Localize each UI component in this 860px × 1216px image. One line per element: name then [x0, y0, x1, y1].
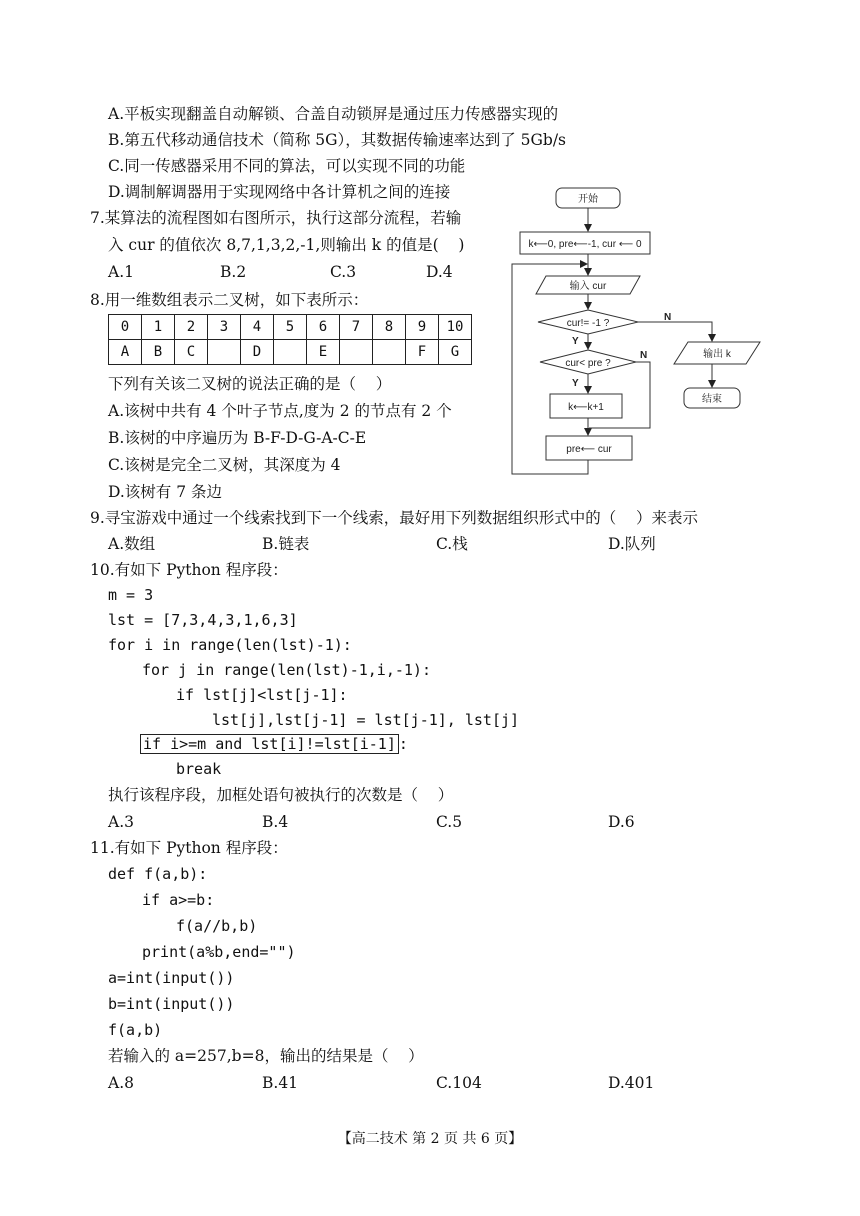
q10-option-d: D.6 [608, 813, 635, 831]
q6-option-d: D.调制解调器用于实现网络中各计算机之间的连接 [108, 183, 451, 201]
q9-option-b: B.链表 [262, 535, 310, 553]
table-value-cell [208, 340, 241, 365]
flow-inc-text: k⟵k+1 [568, 402, 604, 413]
q11-stem: 11.有如下 Python 程序段： [90, 839, 288, 857]
flow-cond1-text: cur!= -1 ? [566, 318, 610, 329]
q10-code-line3: for i in range(len(lst)-1): [108, 636, 352, 654]
q10-colon: : [398, 735, 408, 753]
q11-code-line6: b=int(input()) [108, 995, 235, 1013]
flow-no-label-2: N [640, 350, 648, 361]
table-value-cell: G [439, 340, 472, 365]
q10-code-line8: break [176, 760, 222, 778]
table-value-cell [373, 340, 406, 365]
q9-option-d: D.队列 [608, 535, 656, 553]
q10-boxed-statement: if i>=m and lst[i]!=lst[i-1] [140, 734, 399, 754]
q9-option-a: A.数组 [108, 535, 156, 553]
q8-stem: 8.用一维数组表示二叉树，如下表所示： [90, 291, 369, 309]
flow-yes-label-1: Y [572, 336, 579, 347]
q10-stem: 10.有如下 Python 程序段： [90, 561, 288, 579]
table-index-cell: 3 [208, 315, 241, 340]
page-footer: 【高二技术 第 2 页 共 6 页】 [337, 1131, 523, 1147]
q10-code-line7 [140, 734, 408, 754]
table-index-cell: 2 [175, 315, 208, 340]
q11-code-line4: print(a%b,end="") [142, 943, 296, 961]
q8-option-a: A.该树中共有 4 个叶子节点,度为 2 的节点有 2 个 [108, 402, 452, 420]
q7-stem-line1: 7.某算法的流程图如右图所示，执行这部分流程，若输 [90, 209, 462, 227]
q10-option-c: C.5 [436, 813, 463, 831]
table-value-cell: D [241, 340, 274, 365]
q7-option-b: B.2 [220, 263, 247, 281]
q11-option-c: C.104 [436, 1074, 482, 1092]
q6-option-a: A.平板实现翻盖自动解锁、合盖自动锁屏是通过压力传感器实现的 [108, 105, 559, 123]
q10-code-line2: lst = [7,3,4,3,1,6,3] [108, 611, 298, 629]
flow-start-text: 开始 [578, 194, 598, 205]
table-value-cell: F [406, 340, 439, 365]
q6-option-b: B.第五代移动通信技术（简称 5G），其数据传输速率达到了 5Gb/s [108, 131, 567, 149]
flow-yes-label-2: Y [572, 378, 579, 389]
table-index-cell: 10 [439, 315, 472, 340]
table-value-cell: B [142, 340, 175, 365]
table-value-cell [340, 340, 373, 365]
table-index-cell: 7 [340, 315, 373, 340]
flow-cond2-text: cur< pre ? [565, 358, 611, 369]
q11-code-line2: if a>=b: [142, 891, 215, 909]
binary-tree-array-table [108, 314, 472, 365]
q10-code-line1: m = 3 [108, 586, 154, 604]
q8-option-d: D.该树有 7 条边 [108, 483, 223, 501]
q6-option-c: C.同一传感器采用不同的算法，可以实现不同的功能 [108, 157, 466, 175]
q10-code-line5: if lst[j]<lst[j-1]: [176, 686, 348, 704]
flowchart [508, 180, 778, 480]
q11-code-line1: def f(a,b): [108, 865, 208, 883]
table-index-cell: 4 [241, 315, 274, 340]
table-value-cell: C [175, 340, 208, 365]
q7-stem-line2: 入 cur 的值依次 8,7,1,3,2,-1,则输出 k 的值是( ) [108, 236, 465, 254]
table-value-cell [274, 340, 307, 365]
flow-end-text: 结束 [702, 394, 722, 405]
q10-code-line4: for j in range(len(lst)-1,i,-1): [142, 661, 431, 679]
flow-no-label-1: N [664, 312, 672, 323]
q11-prompt: 若输入的 a=257,b=8，输出的结果是（ ） [108, 1047, 424, 1065]
q11-option-d: D.401 [608, 1074, 655, 1092]
q8-prompt: 下列有关该二叉树的说法正确的是（ ） [108, 375, 392, 393]
flow-assign-text: pre⟵ cur [566, 444, 612, 455]
q11-option-b: B.41 [262, 1074, 299, 1092]
table-value-cell: A [109, 340, 142, 365]
q7-option-a: A.1 [108, 263, 134, 281]
q10-option-b: B.4 [262, 813, 289, 831]
q7-option-c: C.3 [330, 263, 357, 281]
q8-option-c: C.该树是完全二叉树，其深度为 4 [108, 456, 341, 474]
q10-option-a: A.3 [108, 813, 134, 831]
table-index-cell: 1 [142, 315, 175, 340]
q10-code-line6: lst[j],lst[j-1] = lst[j-1], lst[j] [212, 711, 520, 729]
q8-option-b: B.该树的中序遍历为 B-F-D-G-A-C-E [108, 429, 367, 447]
q11-code-line7: f(a,b) [108, 1021, 163, 1039]
flow-output-text: 输出 k [703, 349, 731, 360]
flow-init-text: k⟵0, pre⟵-1, cur ⟵ 0 [528, 239, 642, 250]
table-index-cell: 8 [373, 315, 406, 340]
q9-option-c: C.栈 [436, 535, 468, 553]
q11-code-line3: f(a//b,b) [176, 917, 258, 935]
table-index-cell: 6 [307, 315, 340, 340]
table-row-index [109, 315, 472, 340]
table-value-cell: E [307, 340, 340, 365]
q7-option-d: D.4 [426, 263, 453, 281]
table-index-cell: 9 [406, 315, 439, 340]
q11-option-a: A.8 [108, 1074, 134, 1092]
q10-prompt: 执行该程序段，加框处语句被执行的次数是（ ） [108, 786, 454, 804]
flow-input-text: 输入 cur [569, 281, 607, 292]
table-row-value [109, 340, 472, 365]
q9-stem: 9.寻宝游戏中通过一个线索找到下一个线索，最好用下列数据组织形式中的（ ）来表示 [90, 509, 698, 527]
table-index-cell: 0 [109, 315, 142, 340]
q11-code-line5: a=int(input()) [108, 969, 235, 987]
table-index-cell: 5 [274, 315, 307, 340]
